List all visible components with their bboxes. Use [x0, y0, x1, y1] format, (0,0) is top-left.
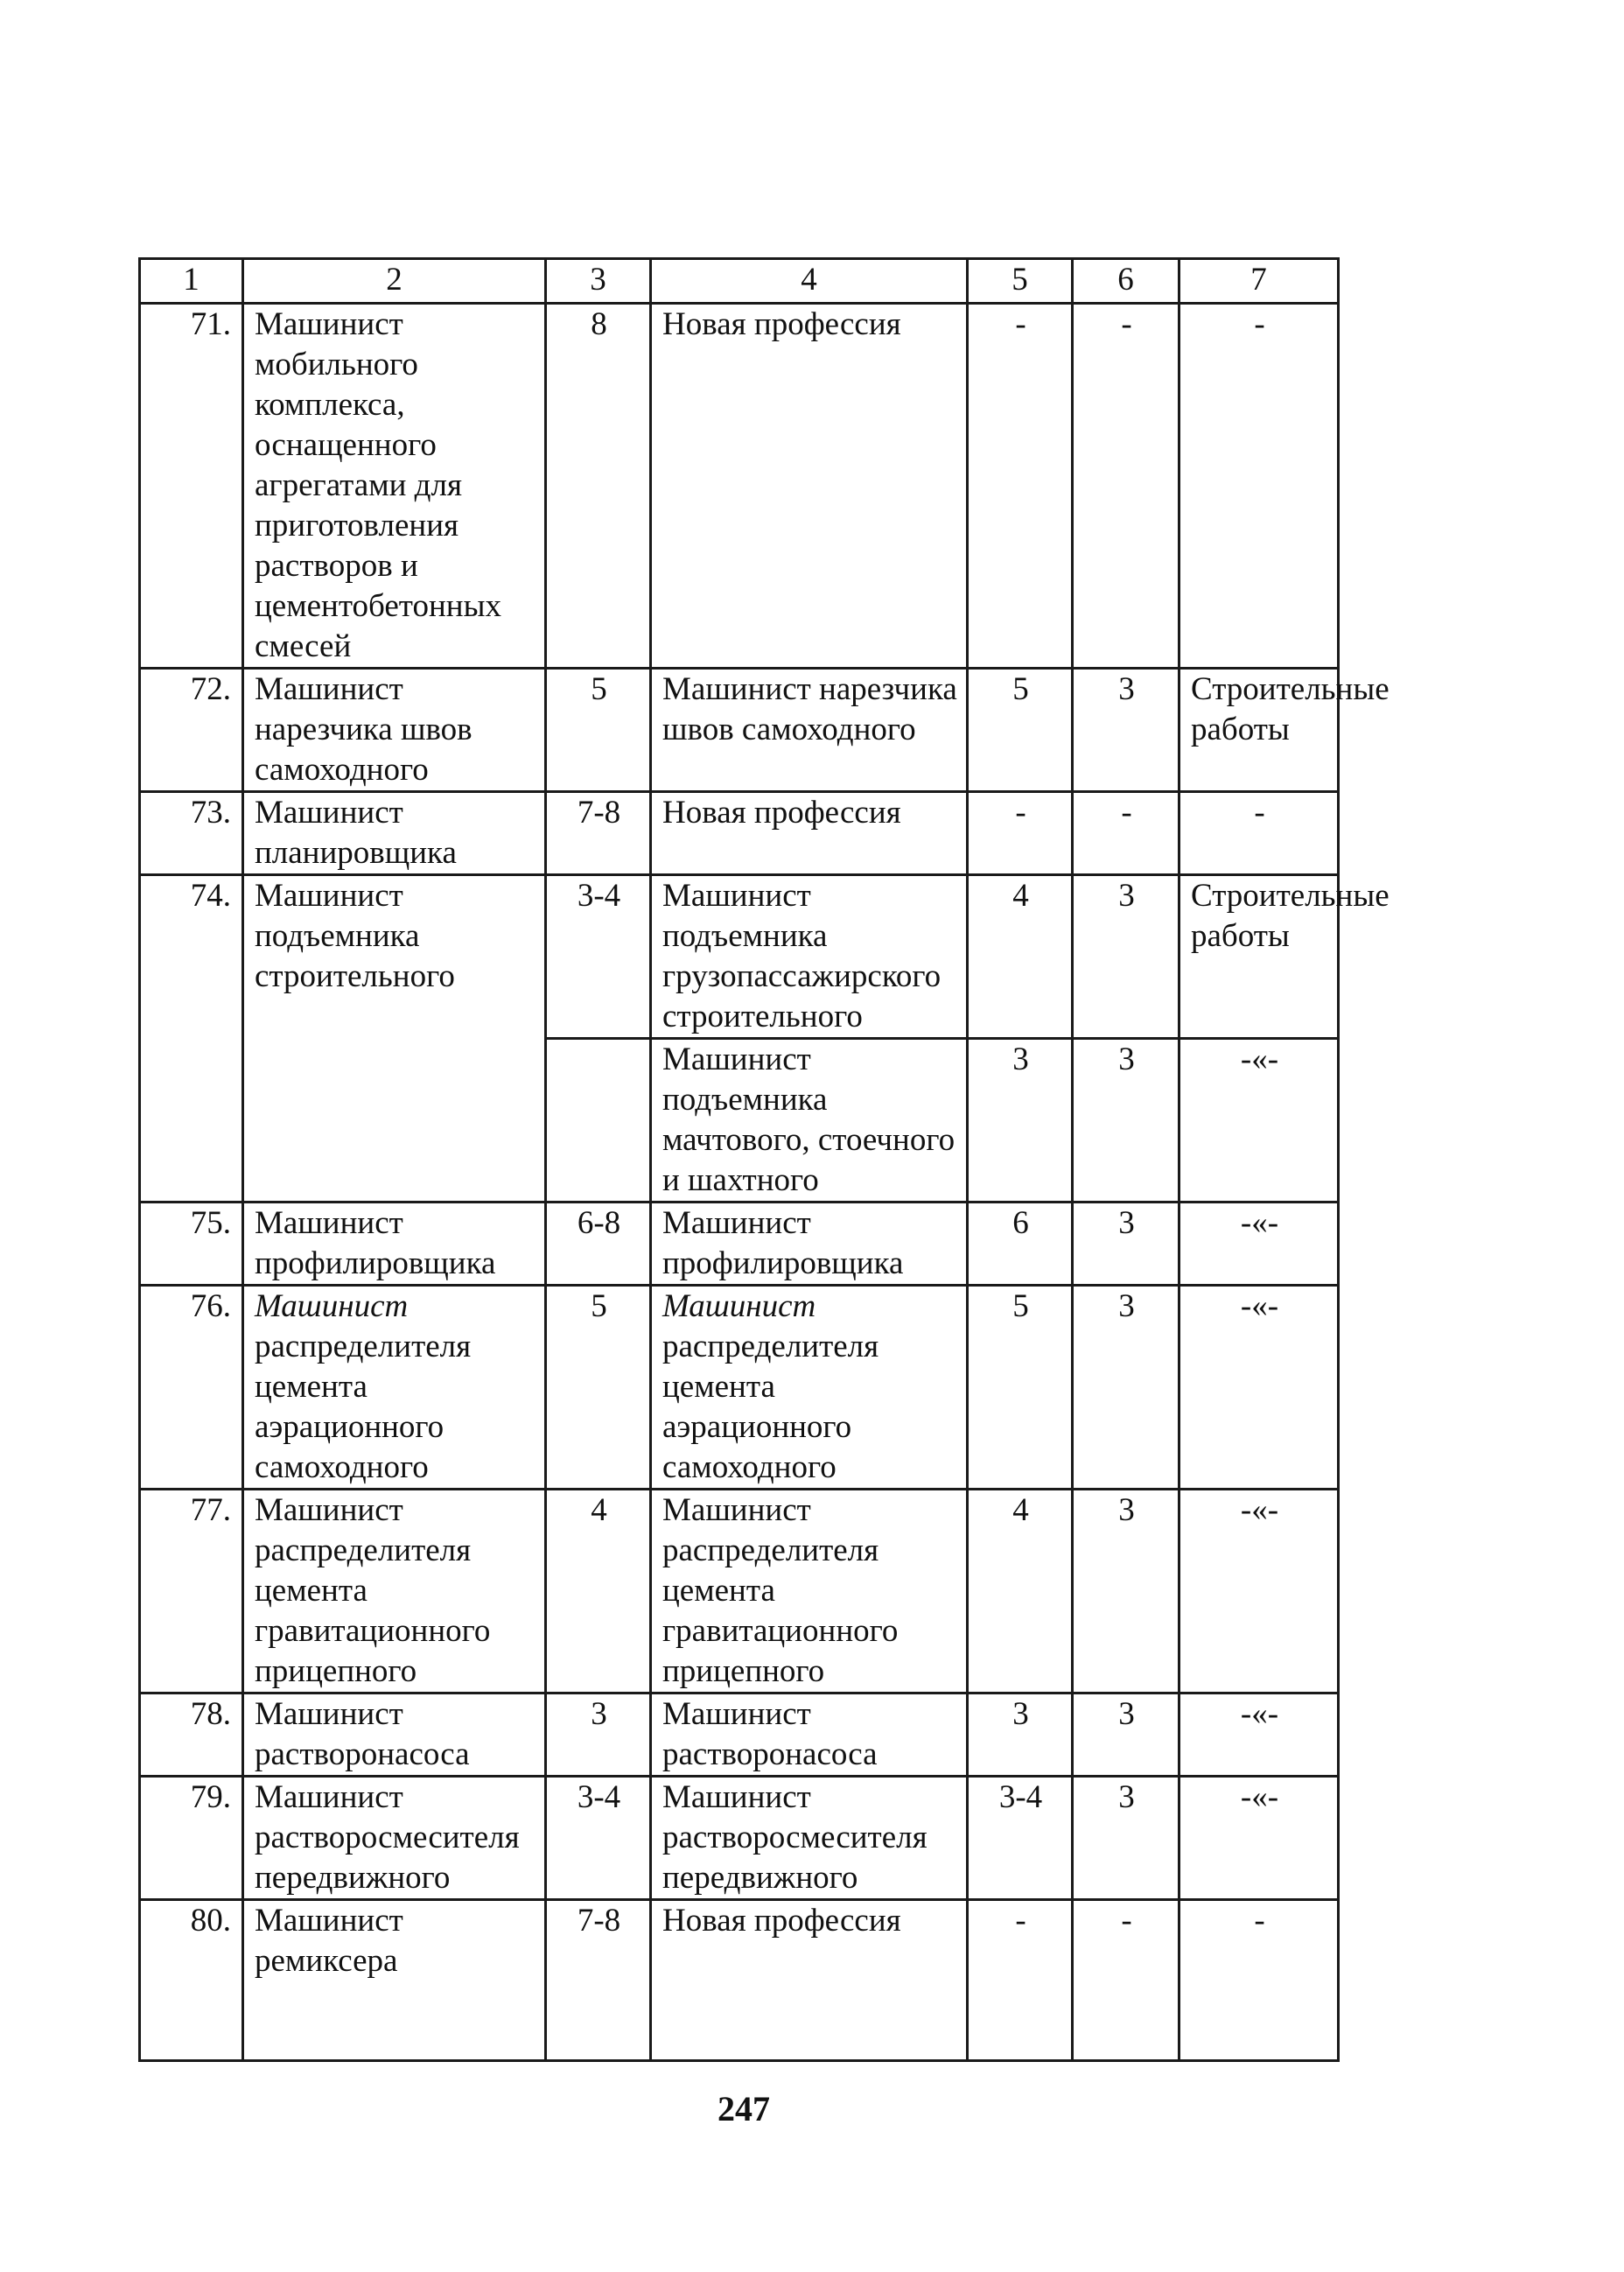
table-row: [140, 1203, 1339, 1286]
column-7-value: -: [1180, 304, 1339, 669]
old-profession-name: Машинист распределителя цемента гравитационного прицепного: [651, 1490, 968, 1693]
old-grade: 4: [968, 875, 1073, 1039]
grade-range: 3-4: [546, 875, 651, 1039]
profession-name: Машинист распределителя цемента гравитационного прицепного: [243, 1490, 546, 1693]
old-profession-name: Машинист подъемника грузопассажирского строительного: [651, 875, 968, 1039]
table-row: [140, 1286, 1339, 1490]
grade-range: 7-8: [546, 1900, 651, 2061]
old-grade: -: [968, 1900, 1073, 2061]
row-number: 72.: [140, 669, 243, 792]
column-6-value: -: [1073, 304, 1180, 669]
row-number: 80.: [140, 1900, 243, 2061]
profession-name: Машинист нарезчика швов самоходного: [243, 669, 546, 792]
column-header: 7: [1180, 259, 1339, 304]
column-header: 4: [651, 259, 968, 304]
column-header: 6: [1073, 259, 1180, 304]
column-6-value: -: [1073, 792, 1180, 875]
column-6-value: 3: [1073, 1203, 1180, 1286]
profession-name: Машинист подъемника строительного: [243, 875, 546, 1203]
grade-range: 5: [546, 669, 651, 792]
old-grade: 3: [968, 1693, 1073, 1777]
page-number: 247: [718, 2089, 770, 2128]
profession-name: Машинист профилировщика: [243, 1203, 546, 1286]
old-grade: -: [968, 304, 1073, 669]
row-number: 71.: [140, 304, 243, 669]
grade-range: 6-8: [546, 1203, 651, 1286]
column-7-value: -«-: [1180, 1203, 1339, 1286]
profession-name: Машинист ремиксера: [243, 1900, 546, 2061]
column-7-value: Строительные работы: [1180, 669, 1339, 792]
row-number: 76.: [140, 1286, 243, 1490]
column-7-value: Строительные работы: [1180, 875, 1339, 1039]
column-7-value: -«-: [1180, 1286, 1339, 1490]
old-profession-name: Машинист растворосмесителя передвижного: [651, 1777, 968, 1900]
old-profession-name: Машинист подъемника мачтового, стоечного и шахтного: [651, 1039, 968, 1203]
row-number: 74.: [140, 875, 243, 1203]
table-row: [140, 1900, 1339, 2061]
profession-name-rest: распределителя цемента аэрационного самоходного: [255, 1329, 472, 1485]
row-number: 79.: [140, 1777, 243, 1900]
column-header: 2: [243, 259, 546, 304]
column-6-value: 3: [1073, 1777, 1180, 1900]
old-grade: 3: [968, 1039, 1073, 1203]
table-row: [140, 1490, 1339, 1693]
table-row: [140, 1693, 1339, 1777]
italic-word: Машинист: [255, 1288, 409, 1324]
table-row: [140, 875, 1339, 1039]
column-header: 3: [546, 259, 651, 304]
column-6-value: 3: [1073, 1693, 1180, 1777]
old-grade: 5: [968, 1286, 1073, 1490]
column-6-value: 3: [1073, 1490, 1180, 1693]
profession-name: Машинист планировщика: [243, 792, 546, 875]
old-profession-name: Машинист профилировщика: [651, 1203, 968, 1286]
old-grade: 3-4: [968, 1777, 1073, 1900]
old-profession-name: [651, 1286, 968, 1490]
column-7-value: -«-: [1180, 1693, 1339, 1777]
grade-range: 3-4: [546, 1777, 651, 1900]
italic-word: Машинист: [662, 1288, 816, 1324]
grade-range: 4: [546, 1490, 651, 1693]
column-7-value: -«-: [1180, 1777, 1339, 1900]
grade-range: 5: [546, 1286, 651, 1490]
column-6-value: 3: [1073, 875, 1180, 1039]
row-number: 75.: [140, 1203, 243, 1286]
column-header: 1: [140, 259, 243, 304]
old-profession-name: Новая профессия: [651, 792, 968, 875]
old-profession-name: Машинист нарезчика швов самоходного: [651, 669, 968, 792]
table-row: [140, 1777, 1339, 1900]
old-profession-name: Машинист растворонасоса: [651, 1693, 968, 1777]
column-7-value: -«-: [1180, 1490, 1339, 1693]
column-6-value: 3: [1073, 1286, 1180, 1490]
column-7-value: -: [1180, 1900, 1339, 2061]
row-number: 78.: [140, 1693, 243, 1777]
profession-name: [243, 1286, 546, 1490]
old-profession-name: Новая профессия: [651, 304, 968, 669]
profession-name: Машинист растворонасоса: [243, 1693, 546, 1777]
column-6-value: -: [1073, 1900, 1180, 2061]
column-header: 5: [968, 259, 1073, 304]
row-number: 77.: [140, 1490, 243, 1693]
table-row: [140, 304, 1339, 669]
old-grade: -: [968, 792, 1073, 875]
grade-range: 7-8: [546, 792, 651, 875]
old-grade: 4: [968, 1490, 1073, 1693]
column-6-value: 3: [1073, 669, 1180, 792]
old-profession-name: Новая профессия: [651, 1900, 968, 2061]
table-row: [140, 792, 1339, 875]
profession-name: Машинист мобильного комплекса, оснащенного агрегатами для приготовления растворов и цементобетонных смесей: [243, 304, 546, 669]
table-row: [140, 669, 1339, 792]
column-7-value: -«-: [1180, 1039, 1339, 1203]
old-grade: 6: [968, 1203, 1073, 1286]
table-header-row: [140, 259, 1339, 304]
profession-name: Машинист растворосмесителя передвижного: [243, 1777, 546, 1900]
grade-range: 3: [546, 1693, 651, 1777]
professions-table: [138, 257, 1390, 2062]
old-profession-name-rest: распределителя цемента аэрационного самоходного: [662, 1329, 879, 1485]
column-6-value: 3: [1073, 1039, 1180, 1203]
grade-range: 8: [546, 304, 651, 669]
old-grade: 5: [968, 669, 1073, 792]
column-7-value: -: [1180, 792, 1339, 875]
grade-range-empty: [546, 1039, 651, 1203]
row-number: 73.: [140, 792, 243, 875]
